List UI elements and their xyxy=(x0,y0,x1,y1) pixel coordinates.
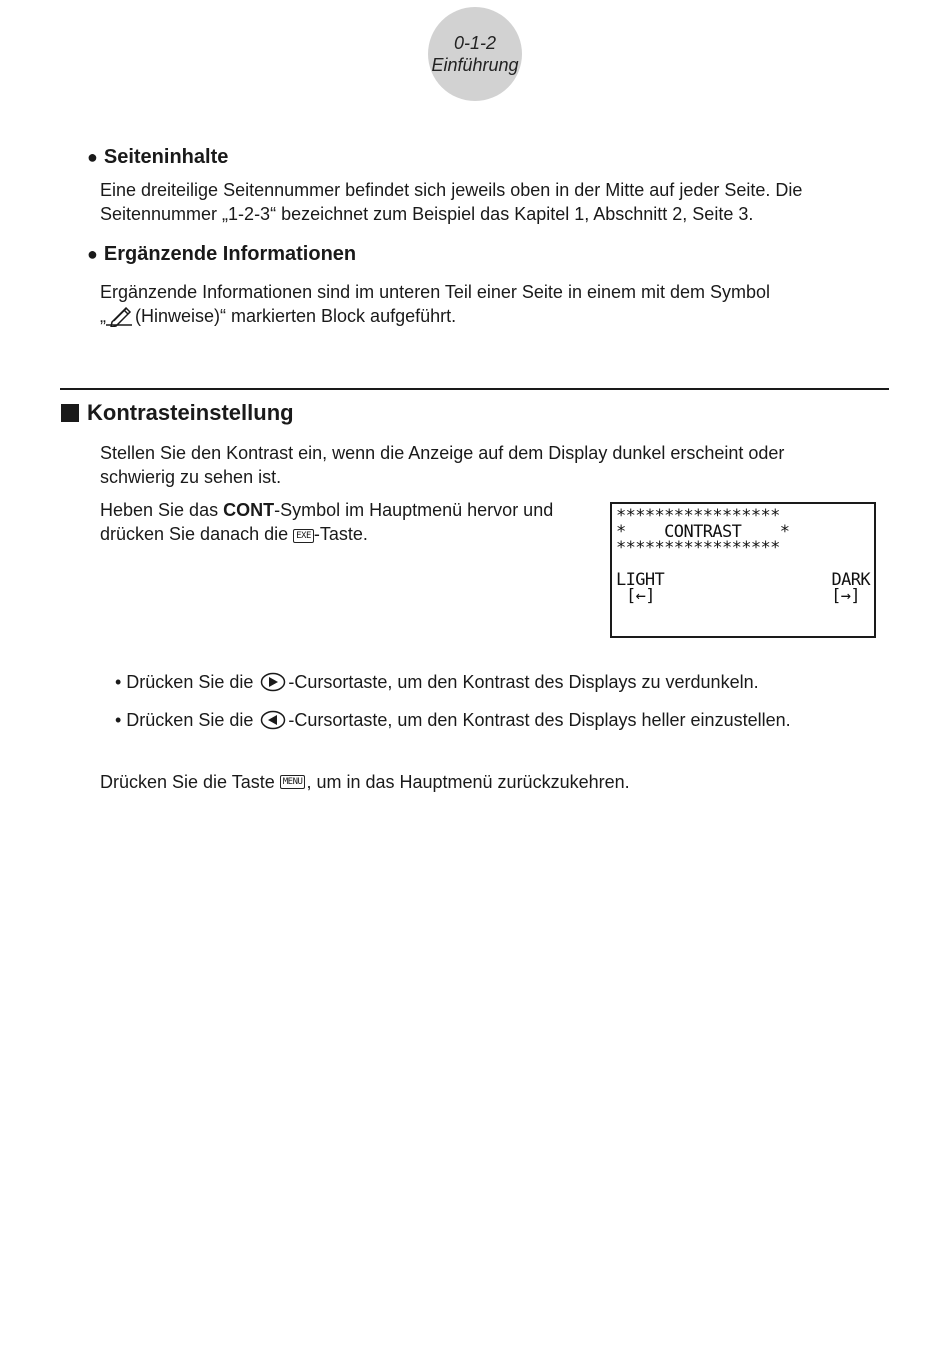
paragraph-line: Seitennummer „1-2-3“ bezeichnet zum Beispiel das Kapitel 1, Abschnitt 2, Seite 3. xyxy=(100,204,754,224)
subheading-text: Ergänzende Informationen xyxy=(103,243,357,265)
paragraph-line: schwierig zu sehen ist. xyxy=(100,467,282,487)
paragraph-line: Stellen Sie den Kontrast ein, wenn die Anzeige auf dem Display dunkel erscheint oder xyxy=(100,443,785,463)
text-fragment: drücken Sie danach die xyxy=(100,524,294,544)
page-number-badge xyxy=(428,7,522,101)
supplementary-paragraph xyxy=(100,280,770,328)
text-fragment: -Cursortaste, um den Kontrast des Displays heller einzustellen. xyxy=(288,710,791,730)
subheading-text: Seiteninhalte xyxy=(103,146,229,168)
section-title-text: Kontrasteinstellung xyxy=(87,400,294,425)
lcd-light-label: LIGHT xyxy=(616,570,665,590)
contrast-step xyxy=(100,498,553,546)
page-contents-paragraph xyxy=(100,178,802,226)
text-fragment: -Taste. xyxy=(313,524,368,544)
pencil-icon xyxy=(104,305,134,327)
paragraph-line: Eine dreiteilige Seitennummer befindet sich jeweils oben in der Mitte auf jeder Seite. Die xyxy=(100,180,803,200)
bullet-dot: ● xyxy=(87,147,98,167)
text-fragment: , um in das Hauptmenü zurückzukehren. xyxy=(306,772,630,792)
contrast-lcd-screen xyxy=(610,502,876,638)
cursor-right-key-icon xyxy=(260,672,286,692)
quote-suffix: (Hinweise)“ markierten Block aufgeführt. xyxy=(135,306,457,326)
return-to-menu-paragraph xyxy=(100,770,630,794)
paragraph-line: Ergänzende Informationen sind im unteren Teil einer Seite in einem mit dem Symbol xyxy=(100,282,771,302)
square-bullet-icon xyxy=(61,404,79,422)
lcd-dark-label: DARK xyxy=(831,570,870,590)
bullet-darken xyxy=(115,670,759,694)
paragraph-line xyxy=(100,522,553,546)
text-fragment: -Symbol im Hauptmenü hervor und xyxy=(274,500,554,520)
bullet-dot: ● xyxy=(87,244,98,264)
text-fragment: -Cursortaste, um den Kontrast des Displays zu verdunkeln. xyxy=(288,672,759,692)
text-fragment: • Drücken Sie die xyxy=(115,710,259,730)
page-number: 0-1-2 xyxy=(453,33,497,53)
text-fragment: • Drücken Sie die xyxy=(115,672,259,692)
cont-symbol-name: CONT xyxy=(223,500,275,520)
lcd-row-title: * CONTRAST * xyxy=(616,522,790,542)
quote-prefix: „ xyxy=(100,306,106,326)
cursor-left-key-icon xyxy=(260,710,286,730)
contrast-intro xyxy=(100,441,784,489)
subheading-supplementary-info xyxy=(87,243,356,266)
section-divider xyxy=(60,388,889,390)
subheading-page-contents xyxy=(87,146,228,169)
lcd-row-stars-bottom: ***************** xyxy=(616,538,780,558)
section-title xyxy=(61,400,294,426)
lcd-light-arrow: [←] xyxy=(626,586,655,606)
chapter-name: Einführung xyxy=(431,55,519,75)
text-fragment: Drücken Sie die Taste xyxy=(100,772,280,792)
exe-key-icon: EXE xyxy=(293,529,314,543)
paragraph-line xyxy=(100,498,553,522)
lcd-dark-arrow: [→] xyxy=(831,586,860,606)
text-fragment: Heben Sie das xyxy=(100,500,224,520)
paragraph-line xyxy=(100,304,770,328)
lcd-row-stars-top: ***************** xyxy=(616,506,780,526)
menu-key-icon: MENU xyxy=(280,775,306,789)
bullet-lighten xyxy=(115,708,791,732)
